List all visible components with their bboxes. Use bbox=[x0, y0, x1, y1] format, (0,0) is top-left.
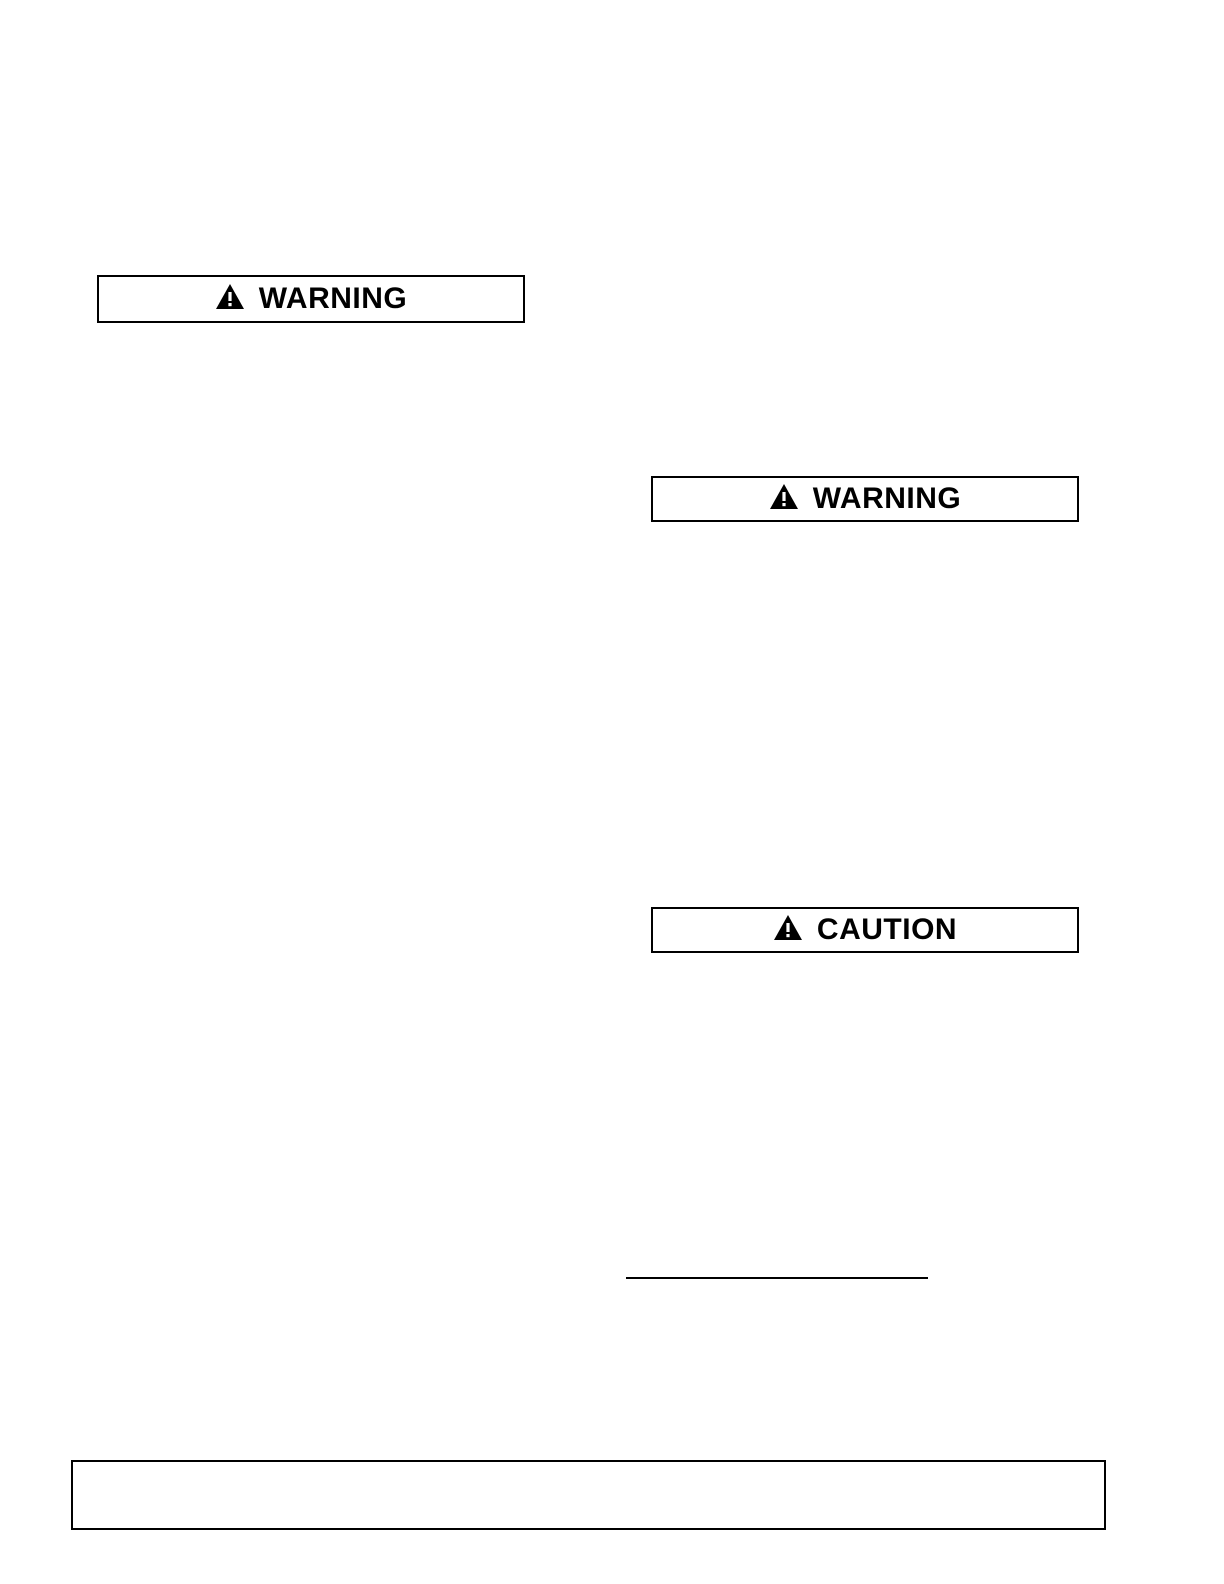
caution-banner-content bbox=[773, 914, 957, 946]
warning-banner-label: WARNING bbox=[258, 282, 408, 315]
warning-banner bbox=[651, 476, 1079, 522]
footer-box bbox=[71, 1460, 1106, 1530]
warning-triangle-icon bbox=[773, 914, 803, 946]
warning-banner-content bbox=[769, 483, 962, 515]
warning-banner-label: WARNING bbox=[812, 482, 962, 515]
section-divider bbox=[626, 1277, 928, 1279]
footer-text bbox=[73, 1462, 1104, 1482]
warning-banner-content bbox=[215, 283, 408, 315]
warning-banner bbox=[97, 275, 525, 323]
caution-banner bbox=[651, 907, 1079, 953]
warning-triangle-icon bbox=[215, 283, 245, 315]
warning-triangle-icon bbox=[769, 483, 799, 515]
caution-banner-label: CAUTION bbox=[816, 913, 958, 946]
